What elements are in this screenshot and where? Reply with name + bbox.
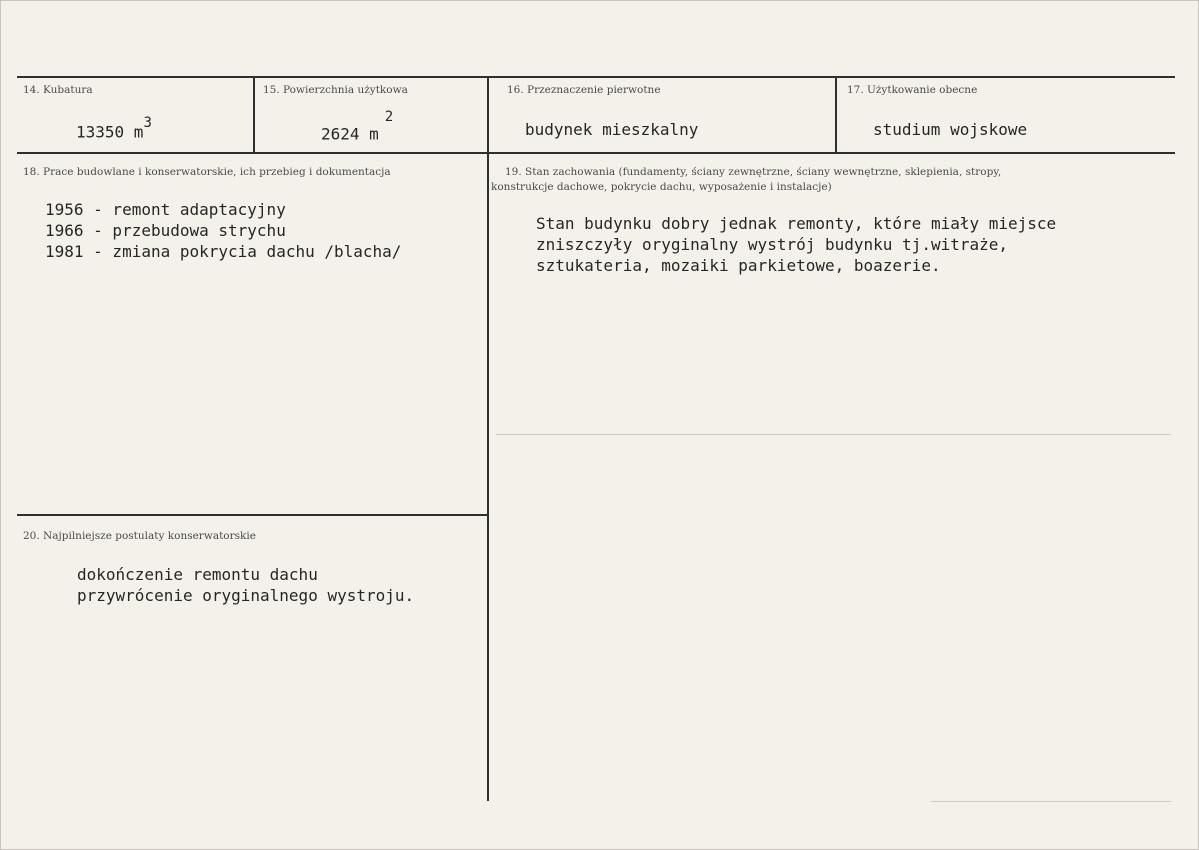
powierzchnia-exponent: 2	[384, 109, 394, 125]
field20-top-rule	[17, 514, 487, 516]
kubatura-label: 14. Kubatura	[23, 84, 93, 96]
kubatura-exponent: 3	[143, 115, 152, 131]
uzytkowanie-value: studium wojskowe	[873, 120, 1028, 139]
divider-14-15	[253, 77, 255, 153]
powierzchnia-label: 15. Powierzchnia użytkowa	[263, 84, 408, 96]
guide-rule	[931, 801, 1171, 802]
stan-line: zniszczyły oryginalny wystrój budynku tj.witraże,	[536, 235, 1009, 254]
prace-entry: 1981 - zmiana pokrycia dachu /blacha/	[45, 242, 402, 261]
kubatura-number: 13350 m	[76, 122, 144, 142]
kubatura-value	[76, 117, 152, 142]
guide-rule	[496, 434, 1171, 435]
postulaty-line: dokończenie remontu dachu	[77, 565, 318, 584]
postulaty-line: przywrócenie oryginalnego wystroju.	[77, 586, 415, 605]
stan-line: Stan budynku dobry jednak remonty, które miały miejsce	[536, 214, 1057, 233]
przeznaczenie-value: budynek mieszkalny	[525, 120, 699, 139]
stan-line: sztukateria, mozaiki parkietowe, boazerie.	[536, 256, 941, 275]
uzytkowanie-label: 17. Użytkowanie obecne	[847, 84, 978, 96]
postulaty-text	[77, 564, 414, 606]
top-rule	[17, 76, 1175, 78]
powierzchnia-number: 2624 m	[321, 124, 379, 144]
prace-entries	[45, 199, 401, 262]
prace-label: 18. Prace budowlane i konserwatorskie, ich przebieg i dokumentacja	[23, 166, 391, 178]
stan-text	[536, 213, 1056, 276]
main-column-divider	[487, 153, 489, 801]
powierzchnia-value	[321, 109, 394, 144]
divider-15-16	[487, 77, 489, 153]
divider-16-17	[835, 77, 837, 153]
prace-entry: 1956 - remont adaptacyjny	[45, 200, 286, 219]
prace-entry: 1966 - przebudowa strychu	[45, 221, 286, 240]
przeznaczenie-label: 16. Przeznaczenie pierwotne	[507, 84, 661, 96]
stan-label-line1: 19. Stan zachowania (fundamenty, ściany zewnętrzne, ściany wewnętrzne, sklepienia, stropy,	[505, 166, 1002, 178]
stan-label-line2: konstrukcje dachowe, pokrycie dachu, wyposażenie i instalacje)	[491, 181, 832, 193]
postulaty-label: 20. Najpilniejsze postulaty konserwatorskie	[23, 530, 256, 542]
header-row-bottom-rule	[17, 152, 1175, 154]
